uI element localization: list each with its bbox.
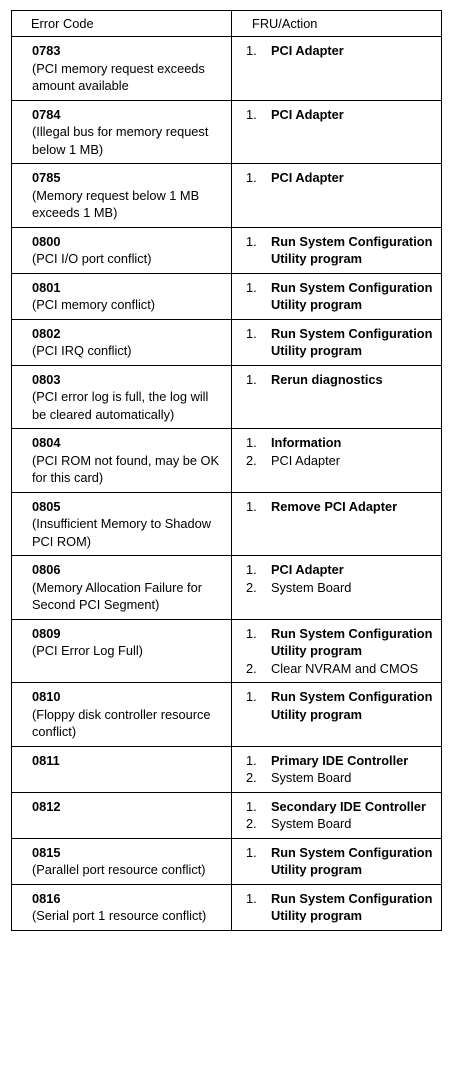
action-text: Secondary IDE Controller xyxy=(271,798,427,814)
action-number: 2. xyxy=(246,816,257,831)
action-text: Run System Configuration Utility program xyxy=(271,890,433,923)
error-code-cell xyxy=(12,838,232,884)
error-code-cell xyxy=(12,319,232,365)
error-code: 0810 xyxy=(32,689,61,704)
action-number: 1. xyxy=(246,325,257,341)
error-description: (Illegal bus for memory request below 1 MB) xyxy=(32,124,209,157)
action-list xyxy=(246,42,435,60)
action-text: System Board xyxy=(271,770,352,785)
fru-action-cell xyxy=(232,273,442,319)
action-list xyxy=(246,371,435,389)
error-code-cell xyxy=(12,746,232,792)
error-description: (PCI memory request exceeds amount available xyxy=(32,60,205,93)
action-item xyxy=(246,815,435,833)
error-code-cell xyxy=(12,619,232,683)
action-list xyxy=(246,169,435,187)
fru-action-cell xyxy=(232,365,442,429)
action-list xyxy=(246,844,435,879)
action-item xyxy=(246,890,435,925)
action-number: 2. xyxy=(246,579,257,595)
action-item xyxy=(246,688,435,723)
action-item xyxy=(246,660,435,678)
fru-action-cell xyxy=(232,683,442,747)
error-description: (Memory request below 1 MB exceeds 1 MB) xyxy=(32,187,200,220)
fru-action-cell xyxy=(232,838,442,884)
action-item xyxy=(246,42,435,60)
error-description: (PCI ROM not found, may be OK for this card) xyxy=(32,452,220,485)
action-text: Run System Configuration Utility program xyxy=(271,233,433,266)
error-code: 0804 xyxy=(32,435,61,450)
fru-action-cell xyxy=(232,227,442,273)
action-text: Information xyxy=(271,435,342,450)
action-list xyxy=(246,625,435,678)
action-item xyxy=(246,561,435,579)
table-row xyxy=(12,683,442,747)
action-number: 2. xyxy=(246,452,257,468)
action-list xyxy=(246,561,435,596)
action-list xyxy=(246,233,435,268)
action-text: Remove PCI Adapter xyxy=(271,498,398,514)
action-text: Primary IDE Controller xyxy=(271,752,409,768)
error-code-cell xyxy=(12,429,232,493)
table-row xyxy=(12,227,442,273)
action-text: Run System Configuration Utility program xyxy=(271,625,433,658)
action-item xyxy=(246,579,435,597)
error-description: (PCI memory conflict) xyxy=(32,297,156,312)
action-text: PCI Adapter xyxy=(271,170,344,185)
table-row xyxy=(12,838,442,884)
error-description: (PCI IRQ conflict) xyxy=(32,343,132,358)
action-number: 1. xyxy=(246,371,257,387)
table-row xyxy=(12,792,442,838)
fru-action-cell xyxy=(232,619,442,683)
action-number: 1. xyxy=(246,43,257,58)
error-description: (PCI error log is full, the log will be cleared automatically) xyxy=(32,389,209,422)
action-item xyxy=(246,498,435,516)
action-text: Run System Configuration Utility program xyxy=(271,844,433,877)
action-list xyxy=(246,890,435,925)
table-row xyxy=(12,884,442,930)
action-item xyxy=(246,233,435,268)
action-text: PCI Adapter xyxy=(271,43,344,58)
action-list xyxy=(246,434,435,469)
error-code: 0806 xyxy=(32,562,61,577)
action-number: 1. xyxy=(246,562,257,577)
error-code-table xyxy=(11,10,442,931)
action-list xyxy=(246,688,435,723)
action-number: 1. xyxy=(246,689,257,704)
action-text: PCI Adapter xyxy=(271,452,341,468)
fru-action-cell xyxy=(232,319,442,365)
fru-action-cell xyxy=(232,556,442,620)
action-number: 1. xyxy=(246,106,257,122)
action-number: 1. xyxy=(246,844,257,860)
action-text: Run System Configuration Utility program xyxy=(271,689,433,722)
table-row xyxy=(12,492,442,556)
table-row xyxy=(12,746,442,792)
error-code: 0801 xyxy=(32,279,61,295)
action-number: 2. xyxy=(246,770,257,785)
action-number: 1. xyxy=(246,625,257,641)
action-text: System Board xyxy=(271,579,352,595)
fru-action-cell xyxy=(232,100,442,164)
action-text: Clear NVRAM and CMOS xyxy=(271,660,419,676)
error-description: (Memory Allocation Failure for Second PCI Segment) xyxy=(32,579,202,612)
error-code-cell xyxy=(12,164,232,228)
fru-action-cell xyxy=(232,492,442,556)
error-code: 0785 xyxy=(32,170,61,185)
fru-action-cell xyxy=(232,746,442,792)
error-description: (Parallel port resource conflict) xyxy=(32,862,206,877)
action-item xyxy=(246,106,435,124)
error-code-cell xyxy=(12,884,232,930)
action-list xyxy=(246,279,435,314)
error-code: 0800 xyxy=(32,233,61,249)
action-number: 1. xyxy=(246,435,257,450)
action-item xyxy=(246,625,435,660)
fru-action-cell xyxy=(232,37,442,101)
table-row xyxy=(12,273,442,319)
fru-action-cell xyxy=(232,884,442,930)
action-number: 1. xyxy=(246,170,257,185)
action-list xyxy=(246,498,435,516)
error-description: (Insufficient Memory to Shadow PCI ROM) xyxy=(32,516,212,549)
action-list xyxy=(246,325,435,360)
error-code: 0802 xyxy=(32,325,61,341)
error-code: 0783 xyxy=(32,43,61,58)
fru-action-cell xyxy=(232,429,442,493)
action-text: Run System Configuration Utility program xyxy=(271,325,433,358)
action-item xyxy=(246,169,435,187)
action-text: Run System Configuration Utility program xyxy=(271,279,433,312)
action-item xyxy=(246,371,435,389)
error-code-cell xyxy=(12,100,232,164)
fru-action-cell xyxy=(232,792,442,838)
table-row xyxy=(12,100,442,164)
action-text: System Board xyxy=(271,816,352,831)
fru-action-cell xyxy=(232,164,442,228)
action-number: 1. xyxy=(246,279,257,295)
action-number: 1. xyxy=(246,752,257,768)
header-error-code: Error Code xyxy=(12,11,232,37)
error-code: 0812 xyxy=(32,798,61,814)
error-code-cell xyxy=(12,273,232,319)
error-description: (PCI I/O port conflict) xyxy=(32,251,152,266)
action-item xyxy=(246,325,435,360)
error-description: (PCI Error Log Full) xyxy=(32,643,143,658)
error-code: 0816 xyxy=(32,890,61,906)
error-code-cell xyxy=(12,792,232,838)
error-code: 0811 xyxy=(32,752,60,768)
table-row xyxy=(12,556,442,620)
table-row xyxy=(12,619,442,683)
action-list xyxy=(246,106,435,124)
header-fru-action: FRU/Action xyxy=(232,11,442,37)
table-row xyxy=(12,319,442,365)
error-code: 0803 xyxy=(32,371,61,387)
action-item xyxy=(246,844,435,879)
action-number: 1. xyxy=(246,890,257,906)
table-row xyxy=(12,365,442,429)
action-number: 1. xyxy=(246,798,257,814)
action-item xyxy=(246,434,435,452)
action-item xyxy=(246,769,435,787)
error-code-cell xyxy=(12,556,232,620)
table-header-row xyxy=(12,11,442,37)
error-code-table-container xyxy=(11,10,441,931)
action-number: 1. xyxy=(246,498,257,514)
action-text: Rerun diagnostics xyxy=(271,371,383,387)
action-text: PCI Adapter xyxy=(271,106,344,122)
error-code: 0805 xyxy=(32,498,61,514)
table-row xyxy=(12,429,442,493)
table-row xyxy=(12,164,442,228)
action-list xyxy=(246,752,435,787)
error-description: (Floppy disk controller resource conflict) xyxy=(32,706,211,739)
error-code: 0815 xyxy=(32,844,61,860)
action-number: 2. xyxy=(246,660,257,676)
error-code-cell xyxy=(12,227,232,273)
action-item xyxy=(246,279,435,314)
action-item xyxy=(246,752,435,770)
error-code-cell xyxy=(12,683,232,747)
action-text: PCI Adapter xyxy=(271,562,344,577)
action-number: 1. xyxy=(246,233,257,249)
action-list xyxy=(246,798,435,833)
error-code: 0809 xyxy=(32,625,61,641)
action-item xyxy=(246,798,435,816)
error-code-cell xyxy=(12,365,232,429)
table-body xyxy=(12,37,442,931)
error-description: (Serial port 1 resource conflict) xyxy=(32,908,207,923)
table-row xyxy=(12,37,442,101)
error-code: 0784 xyxy=(32,106,61,122)
action-item xyxy=(246,452,435,470)
error-code-cell xyxy=(12,492,232,556)
error-code-cell xyxy=(12,37,232,101)
